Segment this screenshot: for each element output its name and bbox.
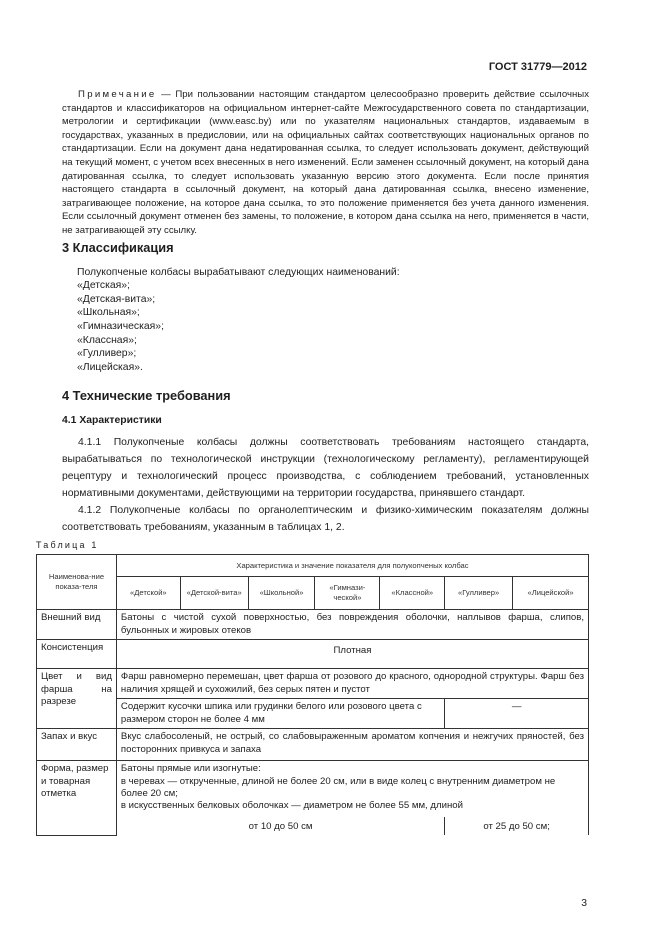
list-intro: Полукопченые колбасы вырабатывают следующих наименований: [77,266,400,278]
list-item: «Школьная»; [77,307,140,319]
row-name: Внешний вид [37,610,117,640]
list-item: «Детская»; [77,280,130,292]
row-value-sub: Содержит кусочки шпика или грудинки белого или розового цвета с размером сторон не более 4 мм [116,699,444,729]
table-row [37,817,589,835]
table-row [37,729,589,761]
row-name: Консистенция [37,640,117,669]
shape-line: в черевах — открученные, длиной не более 20 см, или в виде колец с внутренним диаметром не более 20 см; [120,775,556,799]
row-value: Фарш равномерно перемешан, цвет фарша от розового до красного, однородной структуры. Фарш без наличия хрящей и сухожилий, без серых пятен и пустот [116,669,588,699]
shape-line: Батоны прямые или изогнутые: [120,763,261,775]
list-item: «Детская-вита»; [77,293,156,305]
list-item: «Лицейская». [77,361,143,373]
header-column: «Гулливер» [445,577,513,610]
subsection-4-1-heading: 4.1 Характеристики [62,415,162,427]
note-label: Примечание [78,89,157,100]
row-value [116,761,588,817]
header-column: «Классной» [380,577,445,610]
table-row [37,640,589,669]
table-1 [36,554,589,835]
paragraph-4-1-2: 4.1.2 Полукопченые колбасы по органолептическим и физико-химическим показателям должны соответствовать требованиям, указанным в таблицах 1, 2. [62,505,589,534]
header-column: «Школьной» [248,577,315,610]
list-item: «Гулливер»; [77,348,137,360]
row-value-sub-other: — [445,699,589,729]
section-4-heading: 4 Технические требования [62,388,231,404]
page-content [36,88,589,836]
header-group: Характеристика и значение показателя для полукопченых колбас [116,555,588,577]
row-value: Вкус слабосоленый, не острый, со слабовыраженным ароматом копчения и нежгучих пряностей, без посторонних привкуса и запаха [116,729,588,761]
length-a: от 10 до 50 см [116,817,444,835]
table-row [37,669,589,699]
classification-list [77,266,589,375]
table-row [37,610,589,640]
row-name: Запах и вкус [37,729,117,761]
header-indicator-name: Наименова-ние показа-теля [37,555,117,610]
header-column: «Детской» [116,577,180,610]
header-column: «Лицейской» [513,577,589,610]
header-column: «Детской-вита» [180,577,248,610]
row-value: Батоны с чистой сухой поверхностью, без повреждения оболочки, наплывов фарша, слипов, бульонных и жировых отеков [116,610,588,640]
row-value: Плотная [116,640,588,669]
table-row [37,699,589,729]
list-item: «Классная»; [77,334,137,346]
row-name: Цвет и вид фарша на разрезе [37,669,117,729]
note-paragraph [62,88,589,238]
paragraph-4-1-1: 4.1.1 Полукопченые колбасы должны соответствовать требованиям настоящего стандарта, вырабатываться по технологической инструкции (технологическому регламенту), регламентирующей рецептуру и технологический процесс производства, с соблюдением требований, установленных нормативными документами, действующими на территории государства, принявшего стандарт. [62,437,589,500]
section-3-heading: 3 Классификация [62,239,174,255]
document-header: ГОСТ 31779—2012 [488,61,587,73]
shape-line: в искусственных белковых оболочках — диаметром не более 55 мм, длиной [120,800,463,812]
row-name: Форма, размер и товарная отметка [37,761,117,835]
table-row [37,761,589,817]
table-caption: Таблица 1 [36,540,99,551]
note-text: — При пользовании настоящим стандартом целесообразно проверить действие ссылочных стандартов и классификаторов на официальном интернет-сайте Межгосударственного совета по стандартизации, метрологии и сертификации (www.easc.by) или по указателям национальных стандартов, издаваемым в государствах, указанных в предисловии, или на официальных сайтах соответствующих национальных органов по стандартизации. Если на документ дана недатированная ссылка, то следует использовать документ, действующий на текущий момент, с учетом всех внесенных в него изменений. Если заменен ссылочный документ, на который дана датированная ссылка, то следует использовать указанную версию этого документа. Если после принятия настоящего стандарта в ссылочный документ, на который дана датированная ссылка, внесено изменение, затрагивающее положение, на которое дана ссылка, то это положение применяется без учета данного изменения. Если ссылочный документ отменен без замены, то положение, в котором дана ссылка на него, применяется в части, не затрагивающей эту ссылку. [62,89,589,236]
length-b: от 25 до 50 см; [445,817,589,835]
header-column: «Гимнази-ческой» [315,577,380,610]
page-number: 3 [581,898,587,909]
list-item: «Гимназическая»; [77,320,164,332]
